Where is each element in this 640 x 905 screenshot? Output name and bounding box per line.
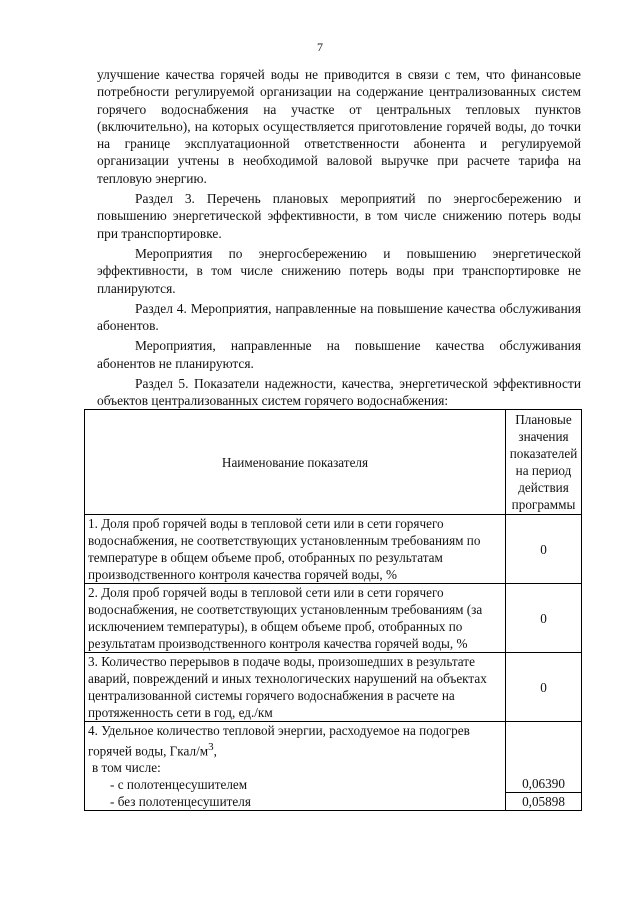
- indicators-table: [84, 409, 582, 811]
- indicator-4-sub2-value: 0,05898: [522, 794, 565, 810]
- table-row: [85, 515, 582, 584]
- section-4-heading: Раздел 4. Мероприятия, направленные на повышение качества обслуживания абонентов.: [97, 300, 581, 334]
- indicator-4-sub2-label: - без полотенцесушителя: [110, 794, 251, 810]
- body-text: [97, 66, 581, 410]
- indicator-name: 1. Доля проб горячей воды в тепловой сети или в сети горячего водоснабжения, не соответствующих установленным требованиям по температуре в общем объеме проб, отобранных по результатам производственного контроля качества горячей воды, %: [85, 515, 506, 584]
- indicator-value: [506, 722, 582, 811]
- paragraph-continuation: улучшение качества горячей воды не приводится в связи с тем, что финансовые потребности регулируемой организации на содержание централизованных систем горячего водоснабжения на участке от центральных тепловых пунктов (включительно), на которых осуществляется приготовление горячей воды, до точки на границе эксплуатационной ответственности абонента и регулируемой организации учтены в необходимой валовой выручке при расчете тарифа на тепловую энергию.: [97, 67, 581, 186]
- indicator-name: 3. Количество перерывов в подаче воды, произошедших в результате аварий, повреждений и иных технологических нарушений на объектах централизованной системы горячего водоснабжения в расчете на протяженность сети в год, ед./км: [85, 653, 506, 722]
- indicator-value: 0: [506, 653, 582, 722]
- section-3-body: Мероприятия по энергосбережению и повышению энергетической эффективности, в том числе снижению потерь воды при транспортировке не планируются.: [97, 245, 581, 296]
- indicator-4-title-end: ,: [213, 743, 217, 759]
- indicator-4-title: [88, 722, 502, 759]
- indicator-4-sub1-label: - с полотенцесушителем: [110, 777, 248, 793]
- indicator-name: [85, 722, 506, 811]
- indicator-name: 2. Доля проб горячей воды в тепловой сети или в сети горячего водоснабжения, не соответствующих установленным требованиям (за исключением температуры), в общем объеме проб, отобранных по результатам производственного контроля качества горячей воды, %: [85, 584, 506, 653]
- page-number: 7: [317, 40, 323, 54]
- indicator-4-including: в том числе:: [92, 760, 161, 776]
- table-row: [85, 584, 582, 653]
- indicator-value: 0: [506, 584, 582, 653]
- table-row: [85, 722, 582, 811]
- header-planned-values: Плановые значения показателей на период действия программы: [506, 410, 582, 515]
- table-header-row: [85, 410, 582, 515]
- indicator-4-sub1-value: 0,06390: [506, 775, 581, 793]
- section-3-heading: Раздел 3. Перечень плановых мероприятий по энергосбережению и повышению энергетической эффективности, в том числе снижению потерь воды при транспортировке.: [97, 191, 581, 241]
- indicator-value: 0: [506, 515, 582, 584]
- section-5-heading: Раздел 5. Показатели надежности, качества, энергетической эффективности объектов централизованных систем горячего водоснабжения:: [97, 376, 581, 409]
- indicator-4-title-text: 4. Удельное количество тепловой энергии, расходуемое на подогрев горячей воды, Гкал/м: [88, 723, 470, 759]
- section-4-body: Мероприятия, направленные на повышение качества обслуживания абонентов не планируются.: [97, 338, 581, 371]
- table-row: [85, 653, 582, 722]
- header-indicator-name: Наименование показателя: [85, 410, 506, 515]
- indicator-4-unit-exponent: 3: [208, 741, 214, 753]
